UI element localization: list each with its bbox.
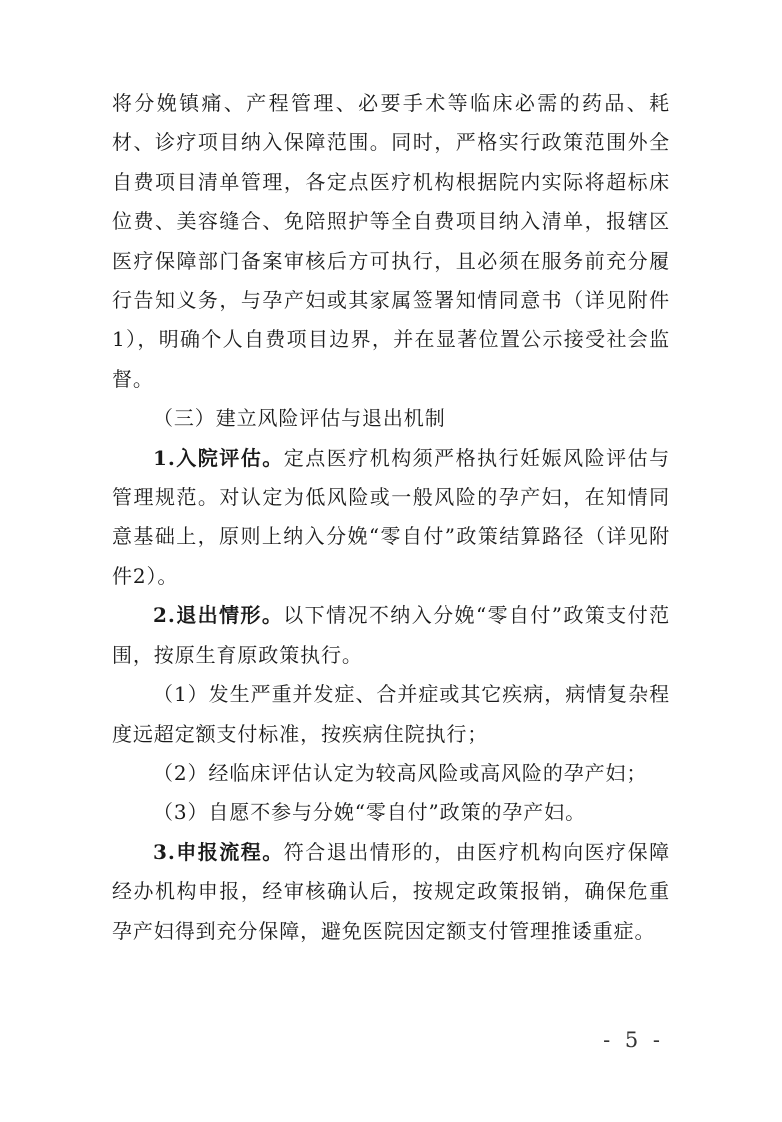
list-item-text: （3）自愿不参与分娩“零自付”政策的孕产妇。 xyxy=(153,800,586,825)
document-body xyxy=(112,84,670,951)
paragraph-text: 定点医疗机构须严格执行妊娠风险评估与管理规范。对认定为低风险或一般风险的孕产妇，在知情同意基础上，原则上纳入分娩“零自付”政策结算路径（详见附件2）。 xyxy=(112,445,670,588)
paragraph-scope xyxy=(112,84,670,399)
page-number: - 5 - xyxy=(603,1028,664,1052)
paragraph-lead: 1.入院评估。 xyxy=(153,445,284,470)
paragraph-text: 将分娩镇痛、产程管理、必要手术等临床必需的药品、耗材、诊疗项目纳入保障范围。同时，严格实行政策范围外全自费项目清单管理，各定点医疗机构根据院内实际将超标床位费、美容缝合、免陪照护等全自费项目纳入清单，报辖区医疗保障部门备案审核后方可执行，且必须在服务前充分履行告知义务，与孕产妇或其家属签署知情同意书（详见附件1），明确个人自费项目边界，并在显著位置公示接受社会监督。 xyxy=(112,91,670,391)
section-heading-text: （三）建立风险评估与退出机制 xyxy=(153,406,446,431)
list-item-condition-2 xyxy=(112,754,670,793)
paragraph-reporting-process xyxy=(112,833,670,951)
list-item-condition-3 xyxy=(112,793,670,832)
list-item-condition-1 xyxy=(112,675,670,754)
list-item-text: （2）经临床评估认定为较高风险或高风险的孕产妇； xyxy=(153,760,648,785)
paragraph-text: 符合退出情形的，由医疗机构向医疗保障经办机构申报，经审核确认后，按规定政策报销，确保危重孕产妇得到充分保障，避免医院因定额支付管理推诿重症。 xyxy=(112,839,670,943)
paragraph-text: 以下情况不纳入分娩“零自付”政策支付范围，按原生育原政策执行。 xyxy=(112,603,670,667)
section-heading-risk-assessment xyxy=(112,399,670,438)
paragraph-lead: 2.退出情形。 xyxy=(153,603,284,628)
list-item-text: （1）发生严重并发症、合并症或其它疾病，病情复杂程度远超定额支付标准，按疾病住院执行； xyxy=(112,682,670,746)
paragraph-admission-assessment xyxy=(112,439,670,597)
paragraph-exit-conditions xyxy=(112,596,670,675)
paragraph-lead: 3.申报流程。 xyxy=(153,839,284,864)
